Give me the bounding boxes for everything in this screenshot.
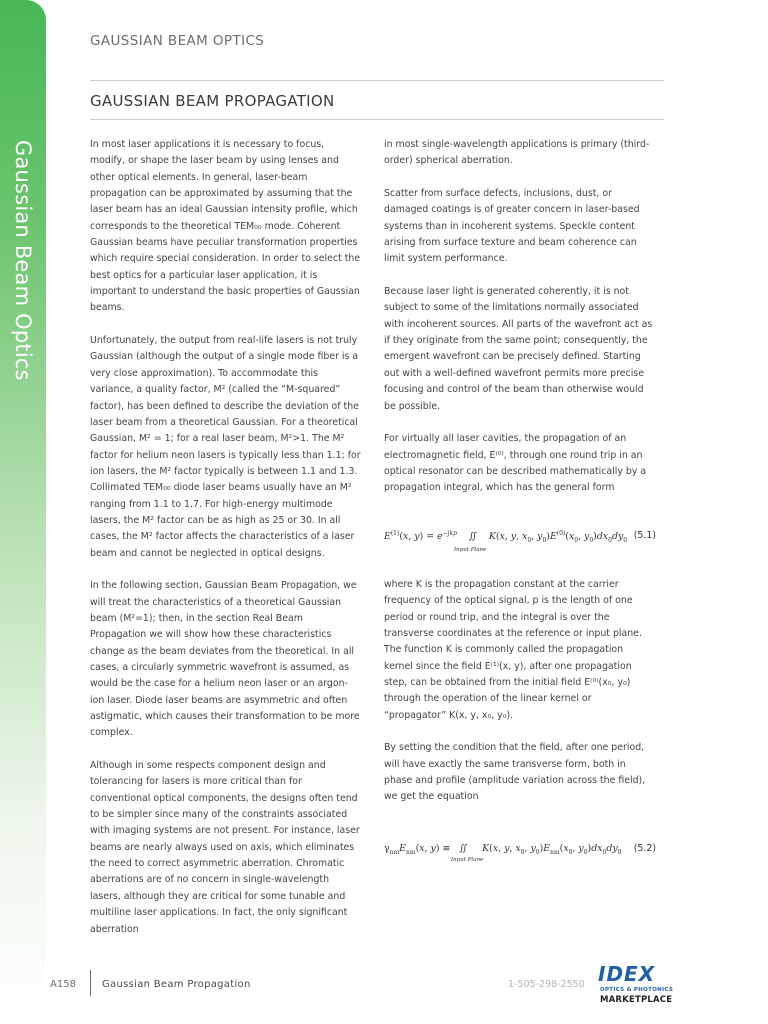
paragraph: in most single-wavelength applications is primary (third-order) spherical aberration. xyxy=(384,139,650,167)
page-title: GAUSSIAN BEAM PROPAGATION xyxy=(90,92,335,110)
equation-5-2 xyxy=(384,843,656,863)
right-column xyxy=(384,137,654,822)
equation-5-1 xyxy=(384,530,656,553)
sidebar-tab xyxy=(0,0,46,1024)
paragraph: Although in some respects component design and tolerancing for lasers is more critical than for conventional optical components, the designs often tend to be simpler since many of the constraints associated with imaging systems are not present. For instance, laser beams are nearly always used on axis, which eliminates the need to correct asymmetric aberration. Chromatic aberrations are of no concern in single-wavelength lasers, although they are critical for some tunable and multiline laser applications. In fact, the only significant aberration xyxy=(90,760,360,935)
section-label: GAUSSIAN BEAM OPTICS xyxy=(90,33,265,49)
sidebar-title: Gaussian Beam Optics xyxy=(11,140,35,381)
footer-divider xyxy=(90,970,91,996)
paragraph: For virtually all laser cavities, the propagation of an electromagnetic field, E⁽⁰⁾, through one round trip in an optical resonator can be described mathematically by a propagation integral, which has the general form xyxy=(384,433,647,494)
paragraph: Because laser light is generated coherently, it is not subject to some of the limitations normally associated with incoherent sources. All parts of the wavefront act as if they originate from the same point; consequently, the emergent wavefront can be precisely defined. Starting out with a well-defined wavefront permits more precise focusing and control of the beam than otherwise would be possible. xyxy=(384,286,653,412)
equation-spacer xyxy=(384,513,654,577)
paragraph: By setting the condition that the field, after one period, will have exactly the same transverse form, both in phase and profile (amplitude variation across the field), we get the equation xyxy=(384,742,646,803)
logo-subtitle: OPTICS & PHOTONICS xyxy=(600,987,674,993)
logo-wordmark: MARKETPLACE xyxy=(600,995,673,1005)
equation-number: (5.2) xyxy=(633,843,656,854)
company-logo xyxy=(598,963,680,1011)
footer-title: Gaussian Beam Propagation xyxy=(102,979,251,990)
page-number: A158 xyxy=(50,979,76,990)
divider-title xyxy=(90,119,664,120)
paragraph: In the following section, Gaussian Beam Propagation, we will treat the characteristics of a theoretical Gaussian beam (M²=1); then, in the section Real Beam Propagation we will show how these characteristics change as the beam deviates from the theoretical. In all cases, a circularly symmetric wavefront is assumed, as would be the case for a helium neon laser or an argon-ion laser. Diode laser beams are asymmetric and often astigmatic, which causes their transformation to be more complex. xyxy=(90,580,360,739)
left-column xyxy=(90,137,362,954)
paragraph: Unfortunately, the output from real-life lasers is not truly Gaussian (although the output of a single mode fiber is a very close approximation). To accommodate this variance, a quality factor, M² (called the “M-squared” factor), has been defined to describe the deviation of the laser beam from a theoretical Gaussian. For a theoretical Gaussian, M² = 1; for a real laser beam, M²>1. The M² factor for helium neon lasers is typically less than 1.1; for ion lasers, the M² factor typically is between 1.1 and 1.3. Collimated TEM₀₀ diode laser beams usually have an M² ranging from 1.1 to 1.7. For high-energy multimode lasers, the M² factor can be as high as 25 or 30. In all cases, the M² factor affects the characteristics of a laser beam and cannot be neglected in optical designs. xyxy=(90,335,361,559)
equation-subscript-label: Input Plane xyxy=(454,547,487,553)
equation-formula: $E^{(1)}(x$, $y) = e^{-jkp}$ ∬ K(x, y, $x_0$, $y_0)E^{(0)}(x_0$, $y_0)dx_0dy_0$ xyxy=(384,530,628,544)
paragraph: Scatter from surface defects, inclusions, dust, or damaged coatings is of greater concern in laser-based systems than in incoherent systems. Speckle content arising from surface texture and beam coherence can limit system performance. xyxy=(384,188,640,265)
logo-mark: IDEX xyxy=(598,962,656,986)
paragraph: In most laser applications it is necessary to focus, modify, or shape the laser beam by using lenses and other optical elements. In general, laser-beam propagation can be approximated by assuming that the laser beam has an ideal Gaussian intensity profile, which corresponds to the theoretical TEM₀₀ mode. Coherent Gaussian beams have peculiar transformation properties which require special consideration. In order to select the best optics for a particular laser application, it is important to understand the basic properties of Gaussian beams. xyxy=(90,139,361,314)
phone-number: 1-505-298-2550 xyxy=(508,979,585,990)
paragraph: where K is the propagation constant at the carrier frequency of the optical signal, p is the length of one period or round trip, and the integral is over the transverse coordinates at the reference or input plane. The function K is commonly called the propagation kernel since the field E⁽¹⁾(x, y), after one propagation step, can be obtained from the initial field E⁽⁰⁾(x₀, y₀) through the operation of the linear kernel or “propagator” K(x, y, x₀, y₀). xyxy=(384,578,642,721)
equation-subscript-label: Input Plane xyxy=(451,857,484,863)
equation-formula: $\gamma_{nm}E_{nm}(x$, y) ≡ ∬ K(x, y, $x_0$, $y_0)E_{nm}(x_0$, $y_0)dx_0dy_0$ xyxy=(384,843,622,856)
divider-top xyxy=(90,80,664,81)
equation-number: (5.1) xyxy=(633,530,656,541)
